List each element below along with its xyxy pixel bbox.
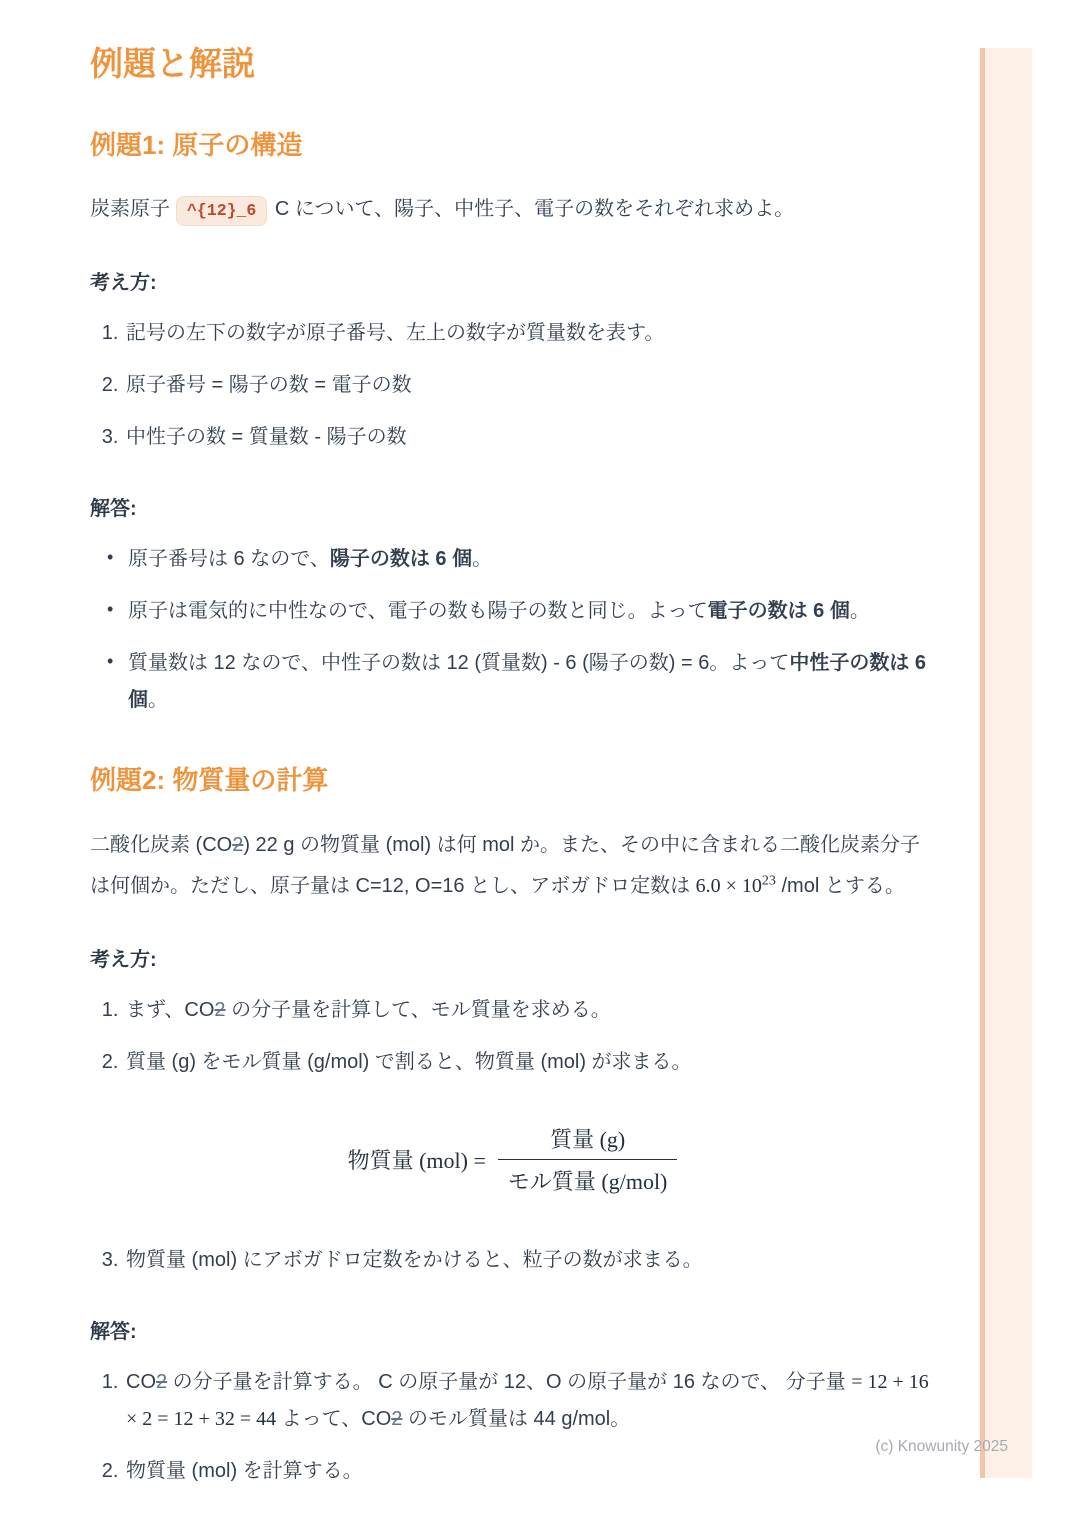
example2-approach-label: 考え方: (90, 948, 157, 971)
example1-answer-list (90, 541, 935, 719)
example1-approach-list (90, 315, 935, 456)
text-segment: 。 (849, 600, 870, 623)
text-segment: /mol とする。 (775, 874, 905, 897)
list-item: 1. 記号の左下の数字が原子番号、左上の数字が質量数を表す。 (124, 315, 935, 352)
text-segment: 23 (761, 873, 776, 889)
example2-heading: 例題2: 物質量の計算 (90, 765, 329, 796)
list-item: 3. 中性子の数 = 質量数 - 陽子の数 (124, 419, 935, 456)
text-segment: 。 (472, 548, 493, 571)
text-segment: 質量数は 12 なので、中性子の数は 12 (質量数) - 6 (陽子の数) = 6。よって (128, 652, 790, 675)
text-segment: = 12 + 16 × 2 = 12 + 32 = 44 (126, 1370, 929, 1430)
page-title: 例題と解説 (90, 45, 255, 82)
text-segment: 二酸化炭素 (CO (90, 833, 233, 856)
text-segment: よって、CO (276, 1407, 392, 1430)
formula-lhs: 物質量 (mol) = (347, 1147, 486, 1173)
example2-answer-list (90, 1364, 935, 1490)
formula-numerator: 質量 (g) (550, 1126, 626, 1152)
text-segment: 中性子の数は 6 個 (128, 652, 927, 712)
example1-heading: 例題1: 原子の構造 (90, 130, 303, 161)
example1-problem-suffix: C について、陽子、中性子、電子の数をそれぞれ求めよ。 (274, 198, 795, 221)
list-item (124, 992, 935, 1029)
text-segment: 質量 (g) をモル質量 (g/mol) で割ると、物質量 (mol) が求まる。 (126, 1050, 692, 1073)
list-item (124, 1044, 935, 1081)
text-segment: 物質量 (mol) にアボガドロ定数をかけると、粒子の数が求まる。 (126, 1248, 703, 1271)
example1-problem-prefix: 炭素原子 (90, 198, 170, 221)
text-segment: CO (126, 1370, 156, 1393)
list-item (126, 541, 935, 578)
text-segment: 物質量 (mol) を計算する。 (126, 1459, 363, 1482)
list-item (124, 1242, 935, 1279)
text-segment: 6.0 × 10 (695, 874, 762, 897)
text-segment: 2 (232, 833, 244, 856)
example2-approach-list-rest (90, 1242, 935, 1279)
copyright-footer: (c) Knowunity 2025 (875, 1438, 1008, 1455)
text-segment: 原子番号は 6 なので、 (128, 548, 330, 571)
list-item (124, 1453, 935, 1490)
example1-approach-label: 考え方: (90, 272, 157, 295)
text-segment: の分子量を計算する。 C の原子量が 12、O の原子量が 16 なので、 分子量 (167, 1370, 852, 1393)
example1-problem (90, 189, 935, 230)
formula-denominator: モル質量 (g/mol) (498, 1159, 678, 1196)
text-segment: の分子量を計算して、モル質量を求める。 (225, 998, 611, 1021)
list-item (126, 593, 935, 630)
text-segment: のモル質量は 44 g/mol。 (402, 1407, 631, 1430)
decorative-side-bar (980, 48, 1032, 1478)
list-item (124, 1364, 935, 1438)
text-segment: ) 22 g の物質量 (mol) は何 mol か。また、その中に含まれる二酸化炭素分子は何個か。ただし、原子量は C=12, O=16 とし、アボガドロ定数は (90, 833, 921, 897)
example1-answer-label: 解答: (90, 498, 137, 521)
isotope-notation-code: ^{12}_6 (176, 196, 267, 226)
list-item: 2. 原子番号 = 陽子の数 = 電子の数 (124, 367, 935, 404)
text-segment: 2 (156, 1370, 168, 1393)
text-segment: 電子の数は 6 個 (707, 600, 850, 623)
text-segment: 2 (391, 1407, 403, 1430)
list-item (126, 645, 935, 719)
text-segment: まず、CO (126, 998, 215, 1021)
example2-answer-label: 解答: (90, 1320, 137, 1343)
example2-approach-list-first (90, 992, 935, 1081)
text-segment: 原子は電気的に中性なので、電子の数も陽子の数と同じ。よって (128, 600, 708, 623)
text-segment: 。 (148, 689, 168, 712)
text-segment: 陽子の数は 6 個 (329, 548, 473, 571)
mole-formula (90, 1123, 935, 1196)
example2-problem (90, 825, 935, 907)
text-segment: 2 (214, 998, 226, 1021)
formula-fraction (498, 1123, 678, 1196)
